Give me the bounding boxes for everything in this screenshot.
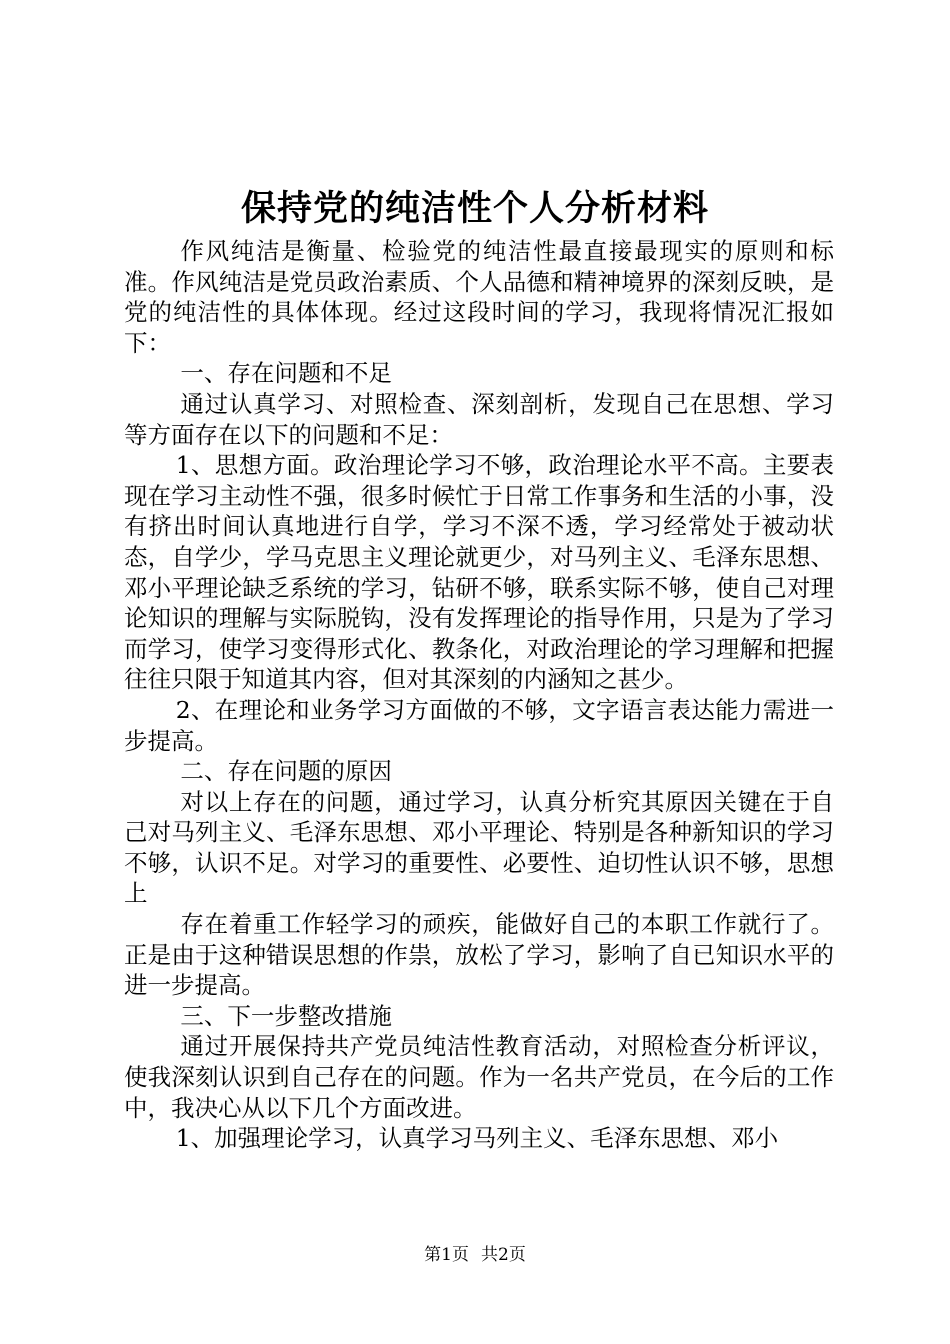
page-number-current: 第1页 <box>424 1245 469 1265</box>
list-item-thinking: 1、思想方面。政治理论学习不够，政治理论水平不高。主要表现在学习主动性不强，很多时候忙于日常工作事务和生活的小事，没有挤出时间认真地进行自学，学习不深不透，学习经常处于被动状态，自学少，学马克思主义理论就更少，对马列主义、毛泽东思想、邓小平理论缺乏系统的学习，钻研不够，联系实际不够，使自己对理论知识的理解与实际脱钩，没有发挥理论的指导作用，只是为了学习而学习，使学习变得形式化、教条化，对政治理论的学习理解和把握往往只限于知道其内容，但对其深刻的内涵知之甚少。 <box>124 451 834 694</box>
paragraph-problems-summary: 通过认真学习、对照检查、深刻剖析，发现自己在思想、学习等方面存在以下的问题和不足： <box>124 389 834 449</box>
section-heading-causes: 二、存在问题的原因 <box>180 757 392 786</box>
page-number-total: 共2页 <box>481 1245 526 1265</box>
paragraph-causes: 对以上存在的问题，通过学习，认真分析究其原因关键在于自己对马列主义、毛泽东思想、邓小平理论、特别是各种新知识的学习不够，认识不足。对学习的重要性、必要性、迫切性认识不够，思想上 <box>124 787 834 908</box>
paragraph-causes-continued: 存在着重工作轻学习的顽疾，能做好自己的本职工作就行了。正是由于这种错误思想的作祟，放松了学习，影响了自已知识水平的进一步提高。 <box>124 910 834 1000</box>
document-body <box>124 236 834 1154</box>
list-item-theory-study: 1、加强理论学习，认真学习马列主义、毛泽东思想、邓小 <box>175 1124 779 1153</box>
list-item-study: 2、在理论和业务学习方面做的不够，文字语言表达能力需进一步提高。 <box>124 695 834 755</box>
document-title: 保持党的纯洁性个人分析材料 <box>240 188 709 229</box>
section-heading-measures: 三、下一步整改措施 <box>180 1001 392 1030</box>
paragraph-measures: 通过开展保持共产党员纯洁性教育活动，对照检查分析评议，使我深刻认识到自己存在的问题。作为一名共产党员，在今后的工作中，我决心从以下几个方面改进。 <box>124 1032 834 1122</box>
paragraph-intro: 作风纯洁是衡量、检验党的纯洁性最直接最现实的原则和标准。作风纯洁是党员政治素质、个人品德和精神境界的深刻反映，是党的纯洁性的具体体现。经过这段时间的学习，我现将情况汇报如下： <box>124 237 834 357</box>
section-heading-problems: 一、存在问题和不足 <box>180 359 392 388</box>
page-footer <box>0 1244 950 1266</box>
